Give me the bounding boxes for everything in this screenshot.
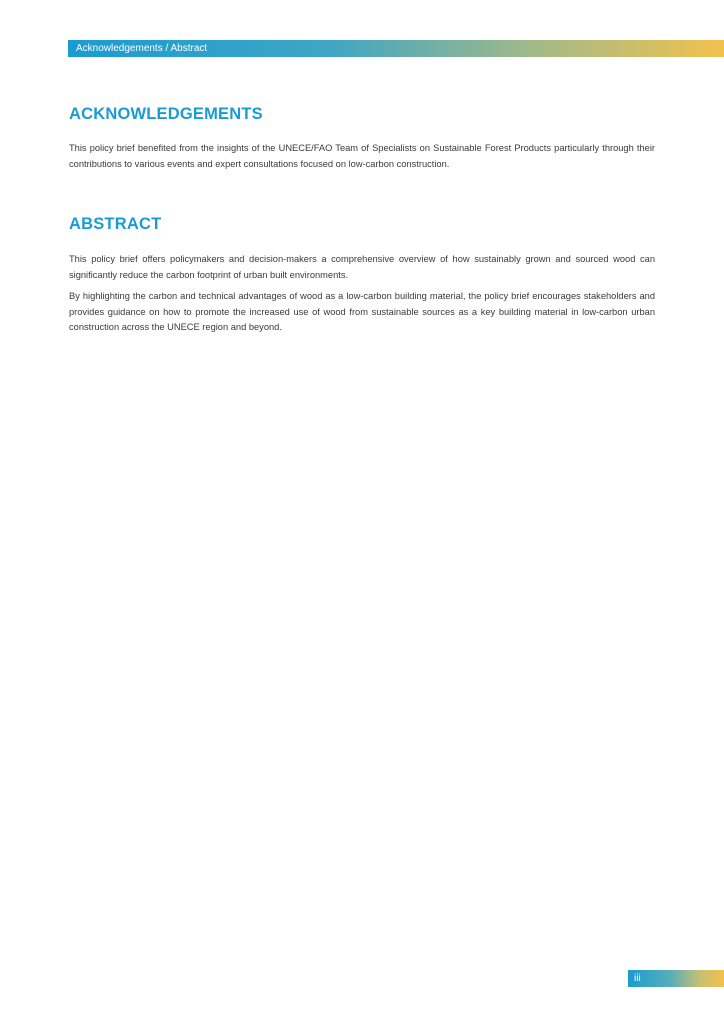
breadcrumb: Acknowledgements / Abstract xyxy=(76,43,208,54)
page-number: iii xyxy=(634,973,641,984)
acknowledgements-paragraph: This policy brief benefited from the insights of the UNECE/FAO Team of Specialists on Sustainable Forest Products particularly through their contributions to various events and expert consultations focused on low-carbon construction. xyxy=(69,143,655,169)
header-bar xyxy=(68,40,724,57)
abstract-paragraph-1: This policy brief offers policymakers and decision-makers a comprehensive overview of how sustainably grown and sourced wood can significantly reduce the carbon footprint of urban built environments. xyxy=(69,254,655,280)
abstract-paragraph-2: By highlighting the carbon and technical advantages of wood as a low-carbon building material, the policy brief encourages stakeholders and provides guidance on how to promote the increased use of wood from sustainable sources as a key building material in low-carbon urban construction across the UNECE region and beyond. xyxy=(69,291,655,332)
page-number-bar xyxy=(628,970,724,987)
abstract-heading: ABSTRACT xyxy=(69,215,162,233)
acknowledgements-heading: ACKNOWLEDGEMENTS xyxy=(69,105,263,123)
